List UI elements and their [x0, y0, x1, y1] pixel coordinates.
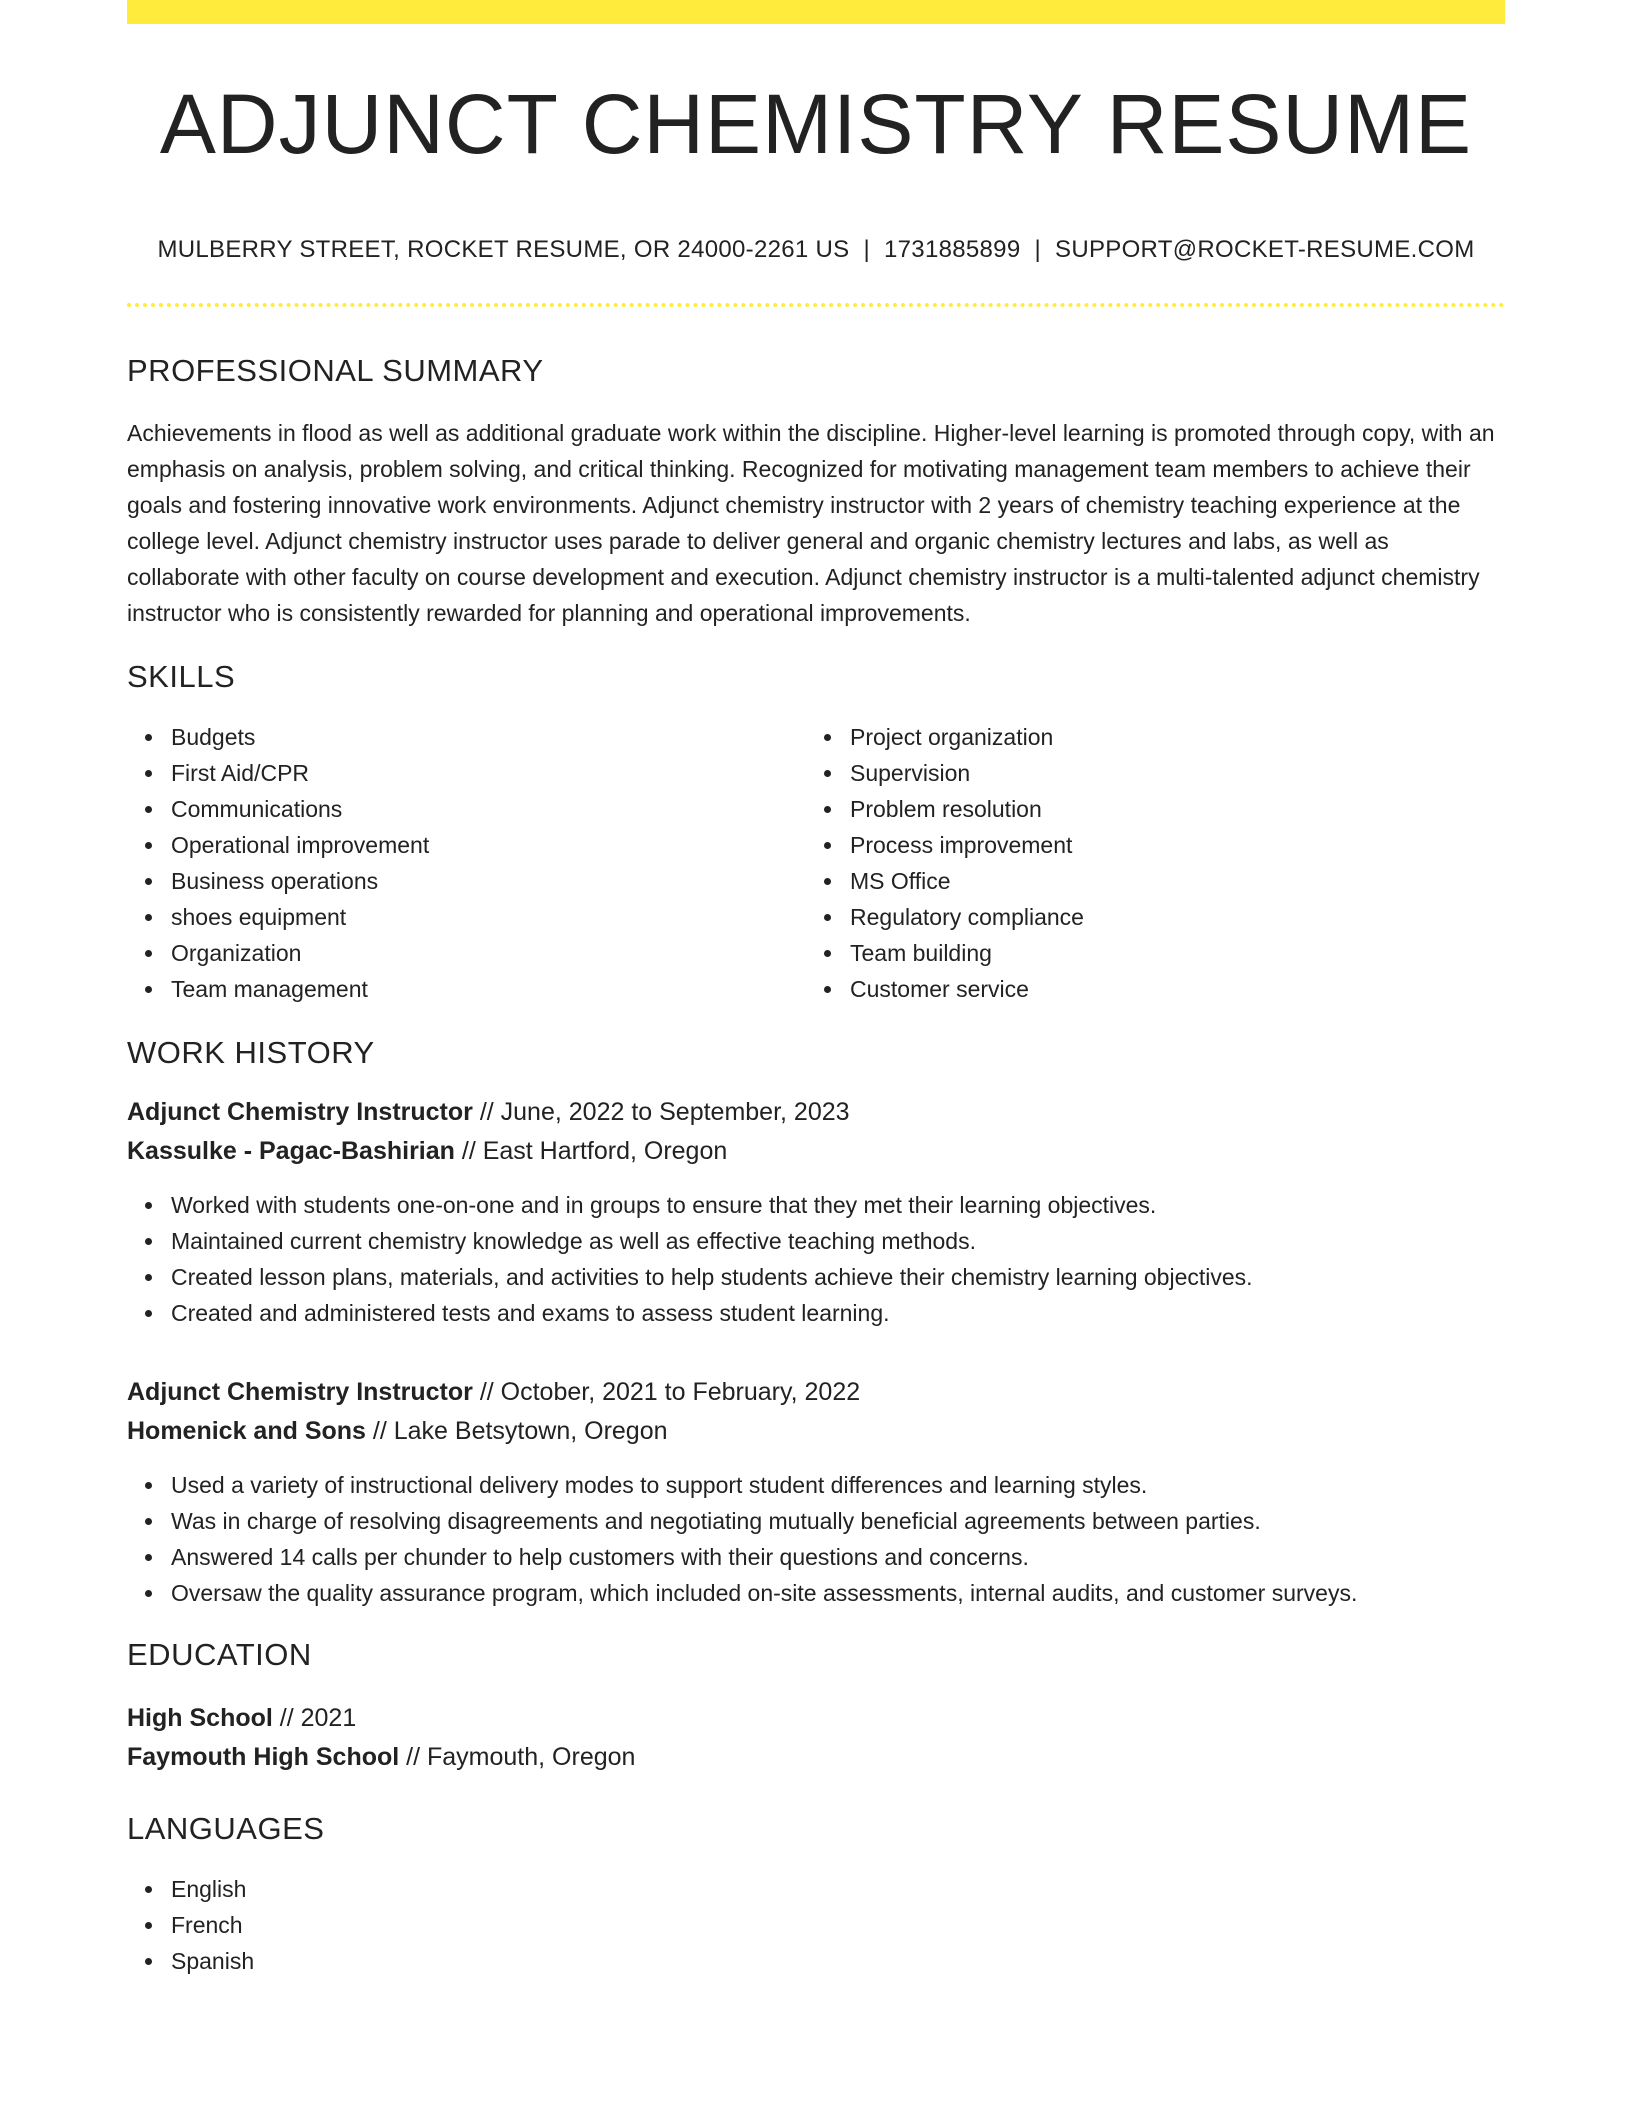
- skills-heading: SKILLS: [127, 659, 236, 694]
- skill-item: Budgets: [171, 719, 806, 755]
- job-company-line: [127, 1412, 1505, 1451]
- education-school-line: [127, 1738, 1505, 1777]
- skill-item: Process improvement: [850, 827, 1485, 863]
- job-title-line: [127, 1093, 1505, 1132]
- job-dates: // June, 2022 to September, 2023: [472, 1098, 850, 1126]
- job-company: Kassulke - Pagac-Bashirian: [127, 1137, 455, 1165]
- education-school: Faymouth High School: [127, 1743, 400, 1771]
- skill-item: shoes equipment: [171, 899, 806, 935]
- contact-address: MULBERRY STREET, ROCKET RESUME, OR 24000-2261 US: [157, 236, 850, 263]
- skill-item: Problem resolution: [850, 791, 1485, 827]
- skills-columns: [127, 719, 1505, 1007]
- contact-phone: 1731885899: [884, 236, 1021, 263]
- skill-item: Business operations: [171, 863, 806, 899]
- skill-item: Communications: [171, 791, 806, 827]
- skill-item: Team management: [171, 971, 806, 1007]
- dotted-divider: [127, 303, 1505, 307]
- contact-email: SUPPORT@ROCKET-RESUME.COM: [1055, 236, 1475, 263]
- job-bullets: [127, 1187, 1505, 1331]
- skills-left-list: [127, 719, 806, 1007]
- education-location: // Faymouth, Oregon: [399, 1743, 636, 1771]
- languages-list: [127, 1871, 1505, 1979]
- skills-right-list: [806, 719, 1485, 1007]
- education-degree: High School: [127, 1704, 273, 1732]
- top-accent-bar: [127, 0, 1505, 24]
- education-year: // 2021: [272, 1704, 357, 1732]
- job-location: // Lake Betsytown, Oregon: [365, 1417, 668, 1445]
- job-bullet: Was in charge of resolving disagreements and negotiating mutually beneficial agreements between parties.: [171, 1503, 1505, 1539]
- summary-heading: PROFESSIONAL SUMMARY: [127, 353, 544, 388]
- skill-item: Supervision: [850, 755, 1485, 791]
- job-title-line: [127, 1373, 1505, 1412]
- job-company-line: [127, 1132, 1505, 1171]
- resume-title: ADJUNCT CHEMISTRY RESUME: [159, 77, 1473, 171]
- skill-item: Customer service: [850, 971, 1485, 1007]
- work-heading: WORK HISTORY: [127, 1035, 375, 1070]
- language-item: Spanish: [171, 1943, 1505, 1979]
- job-dates: // October, 2021 to February, 2022: [472, 1378, 861, 1406]
- contact-separator: |: [863, 236, 870, 263]
- job-bullet: Used a variety of instructional delivery modes to support student differences and learning styles.: [171, 1467, 1505, 1503]
- skill-item: Regulatory compliance: [850, 899, 1485, 935]
- summary-text: Achievements in flood as well as additional graduate work within the discipline. Higher-level learning is promoted through copy, with an emphasis on analysis, problem solving, and critical thinking. Recognized for motivating management team members to achieve their goals and fostering innovative work environments. Adjunct chemistry instructor with 2 years of chemistry teaching experience at the college level. Adjunct chemistry instructor uses parade to deliver general and organic chemistry lectures and labs, as well as collaborate with other faculty on course development and execution. Adjunct chemistry instructor is a multi-talented adjunct chemistry instructor who is consistently rewarded for planning and operational improvements.: [127, 420, 1495, 626]
- skill-item: Team building: [850, 935, 1485, 971]
- contact-line: [127, 236, 1505, 264]
- job-title: Adjunct Chemistry Instructor: [127, 1098, 473, 1126]
- resume-page: [127, 0, 1505, 1979]
- job-bullets: [127, 1467, 1505, 1611]
- languages-heading: LANGUAGES: [127, 1811, 325, 1846]
- job-company: Homenick and Sons: [127, 1417, 366, 1445]
- job-bullet: Answered 14 calls per chunder to help customers with their questions and concerns.: [171, 1539, 1505, 1575]
- education-degree-line: [127, 1699, 1505, 1738]
- language-item: French: [171, 1907, 1505, 1943]
- job-bullet: Oversaw the quality assurance program, which included on-site assessments, internal audits, and customer surveys.: [171, 1575, 1505, 1611]
- language-item: English: [171, 1871, 1505, 1907]
- job-title: Adjunct Chemistry Instructor: [127, 1378, 473, 1406]
- skill-item: Operational improvement: [171, 827, 806, 863]
- job-bullet: Created lesson plans, materials, and activities to help students achieve their chemistry learning objectives.: [171, 1259, 1505, 1295]
- job-location: // East Hartford, Oregon: [454, 1137, 728, 1165]
- skill-item: Organization: [171, 935, 806, 971]
- skill-item: First Aid/CPR: [171, 755, 806, 791]
- skill-item: MS Office: [850, 863, 1485, 899]
- job-bullet: Worked with students one-on-one and in groups to ensure that they met their learning objectives.: [171, 1187, 1505, 1223]
- contact-separator: |: [1034, 236, 1042, 263]
- job-bullet: Maintained current chemistry knowledge as well as effective teaching methods.: [171, 1223, 1505, 1259]
- job-bullet: Created and administered tests and exams to assess student learning.: [171, 1295, 1505, 1331]
- education-heading: EDUCATION: [127, 1637, 312, 1672]
- skill-item: Project organization: [850, 719, 1485, 755]
